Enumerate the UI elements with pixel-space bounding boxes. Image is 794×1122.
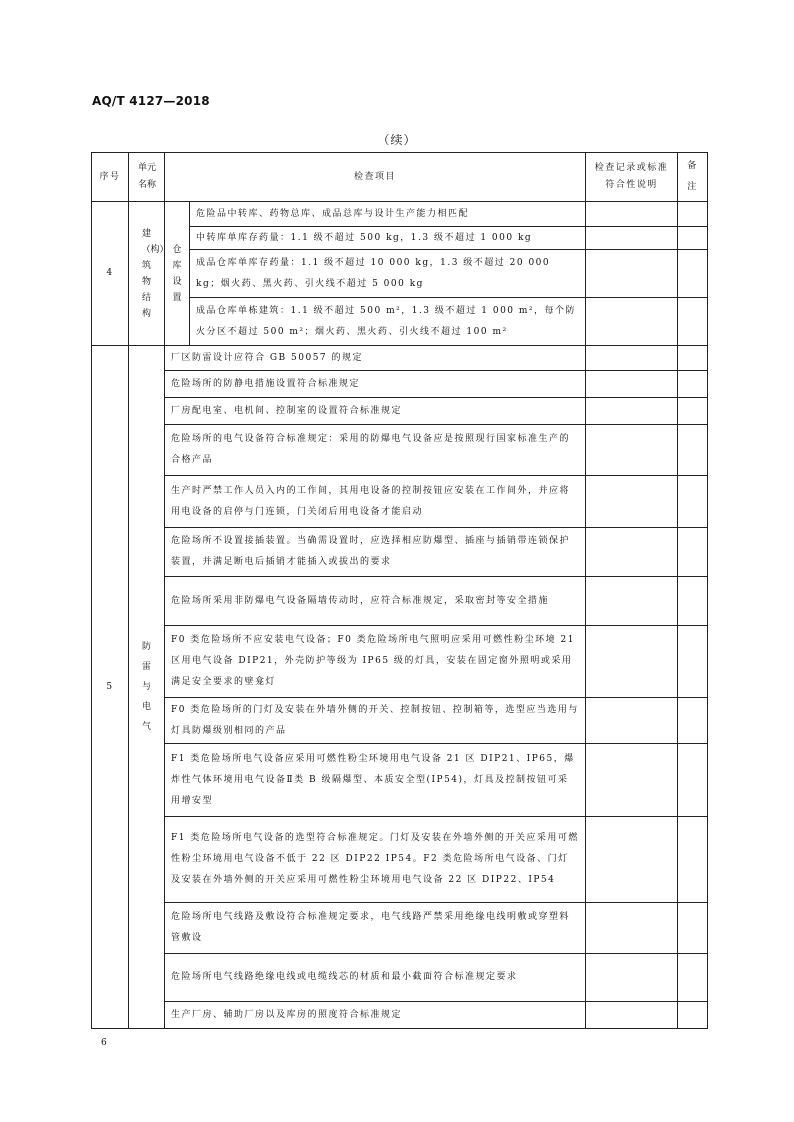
col-header-item: 检查项目: [165, 153, 586, 202]
check-item: 危险场所电气线路及敷设符合标准规定要求，电气线路严禁采用绝缘电线明敷或穿塑料管敷设: [165, 903, 586, 954]
col-header-record: 检查记录或标准符合性说明: [586, 153, 678, 202]
table-row: [92, 954, 708, 1002]
note-cell[interactable]: [678, 626, 708, 698]
note-cell[interactable]: [678, 371, 708, 398]
check-item: 生产时严禁工作人员入内的工作间，其用电设备的控制按钮应安装在工作间外，并应将用电设备的启停与门连锁，门关闭后用电设备才能启动: [165, 476, 586, 528]
col-header-note: 备注: [678, 153, 708, 202]
note-cell[interactable]: [678, 528, 708, 577]
table-row: [92, 371, 708, 398]
note-cell[interactable]: [678, 250, 708, 298]
check-item: 危险场所的电气设备符合标准规定：采用的防爆电气设备应是按照现行国家标准生产的合格产品: [165, 425, 586, 476]
unit-cell: 建（构）筑物结构: [129, 202, 165, 346]
table-row: [92, 626, 708, 698]
table-row: [92, 1002, 708, 1029]
table-row: [92, 202, 708, 227]
check-item: 危险场所电气线路绝缘电线或电缆线芯的材质和最小截面符合标准规定要求: [165, 954, 586, 1002]
record-cell[interactable]: [586, 626, 678, 698]
record-cell[interactable]: [586, 425, 678, 476]
note-cell[interactable]: [678, 577, 708, 626]
standard-code: AQ/T 4127—2018: [92, 94, 210, 108]
table-row: [92, 817, 708, 903]
unit-cell: 防雷与电气: [129, 346, 165, 1029]
note-cell[interactable]: [678, 398, 708, 425]
check-item: 成品仓库单栋建筑：1.1 级不超过 500 m²，1.3 级不超过 1 000 m²，每个防火分区不超过 500 m²；烟火药、黑火药、引火线不超过 100 m²: [190, 298, 586, 346]
record-cell[interactable]: [586, 298, 678, 346]
record-cell[interactable]: [586, 698, 678, 744]
record-cell[interactable]: [586, 954, 678, 1002]
record-cell[interactable]: [586, 202, 678, 227]
sub-unit-cell: 仓库设置: [165, 202, 190, 346]
note-cell[interactable]: [678, 698, 708, 744]
table-row: [92, 903, 708, 954]
record-cell[interactable]: [586, 371, 678, 398]
note-cell[interactable]: [678, 425, 708, 476]
check-item: F0 类危险场所的门灯及安装在外墙外侧的开关、控制按钮、控制箱等，选型应当选用与灯具防爆级别相同的产品: [165, 698, 586, 744]
table-row: [92, 528, 708, 577]
record-cell[interactable]: [586, 476, 678, 528]
check-item: 生产厂房、辅助厂房以及库房的照度符合标准规定: [165, 1002, 586, 1029]
record-cell[interactable]: [586, 227, 678, 250]
record-cell[interactable]: [586, 250, 678, 298]
continued-label: （续）: [377, 133, 417, 147]
note-cell[interactable]: [678, 954, 708, 1002]
check-item: 厂区防雷设计应符合 GB 50057 的规定: [165, 346, 586, 371]
record-cell[interactable]: [586, 346, 678, 371]
table-header-row: [92, 153, 708, 202]
note-cell[interactable]: [678, 1002, 708, 1029]
table-row: [92, 698, 708, 744]
note-cell[interactable]: [678, 817, 708, 903]
check-item: 危险场所的防静电措施设置符合标准规定: [165, 371, 586, 398]
record-cell[interactable]: [586, 528, 678, 577]
check-item: 危险品中转库、药物总库、成品总库与设计生产能力相匹配: [190, 202, 586, 227]
note-cell[interactable]: [678, 346, 708, 371]
seq-cell: 5: [92, 346, 129, 1029]
record-cell[interactable]: [586, 817, 678, 903]
check-item: 成品仓库单库存药量：1.1 级不超过 10 000 kg，1.3 级不超过 20 000 kg；烟火药、黑火药、引火线不超过 5 000 kg: [190, 250, 586, 298]
note-cell[interactable]: [678, 202, 708, 227]
record-cell[interactable]: [586, 1002, 678, 1029]
col-header-seq: 序号: [92, 153, 129, 202]
record-cell[interactable]: [586, 903, 678, 954]
table-row: [92, 346, 708, 371]
inspection-table: [91, 152, 708, 1029]
table-row: [92, 398, 708, 425]
note-cell[interactable]: [678, 744, 708, 817]
check-item: F0 类危险场所不应安装电气设备；F0 类危险场所电气照明应采用可燃性粉尘环境 21 区用电气设备 DIP21，外壳防护等级为 IP65 级的灯具，安装在固定窗外照明或采用满足安全要求的壁龛灯: [165, 626, 586, 698]
col-header-unit: 单元名称: [129, 153, 165, 202]
check-item: 中转库单库存药量：1.1 级不超过 500 kg，1.3 级不超过 1 000 kg: [190, 227, 586, 250]
check-item: 危险场所采用非防爆电气设备隔墙传动时，应符合标准规定，采取密封等安全措施: [165, 577, 586, 626]
table-row: [92, 476, 708, 528]
record-cell[interactable]: [586, 577, 678, 626]
note-cell[interactable]: [678, 227, 708, 250]
table-row: [92, 577, 708, 626]
record-cell[interactable]: [586, 398, 678, 425]
record-cell[interactable]: [586, 744, 678, 817]
check-item: F1 类危险场所电气设备的选型符合标准规定。门灯及安装在外墙外侧的开关应采用可燃性粉尘环境用电气设备不低于 22 区 DIP22 IP54。F2 类危险场所电气设备、门灯及安装在外墙外侧的开关应采用可燃性粉尘环境用电气设备 22 区 DIP22、IP54: [165, 817, 586, 903]
table-row: [92, 744, 708, 817]
note-cell[interactable]: [678, 476, 708, 528]
page-number: 6: [101, 1038, 107, 1048]
check-item: 危险场所不设置接插装置。当确需设置时，应选择相应防爆型、插座与插销带连锁保护装置，并满足断电后插销才能插入或拔出的要求: [165, 528, 586, 577]
note-cell[interactable]: [678, 298, 708, 346]
note-cell[interactable]: [678, 903, 708, 954]
check-item: F1 类危险场所电气设备应采用可燃性粉尘环境用电气设备 21 区 DIP21、IP65，爆炸性气体环境用电气设备Ⅱ类 B 级隔爆型、本质安全型(IP54)，灯具及控制按钮可采用增安型: [165, 744, 586, 817]
table-row: [92, 425, 708, 476]
check-item: 厂房配电室、电机间、控制室的设置符合标准规定: [165, 398, 586, 425]
seq-cell: 4: [92, 202, 129, 346]
